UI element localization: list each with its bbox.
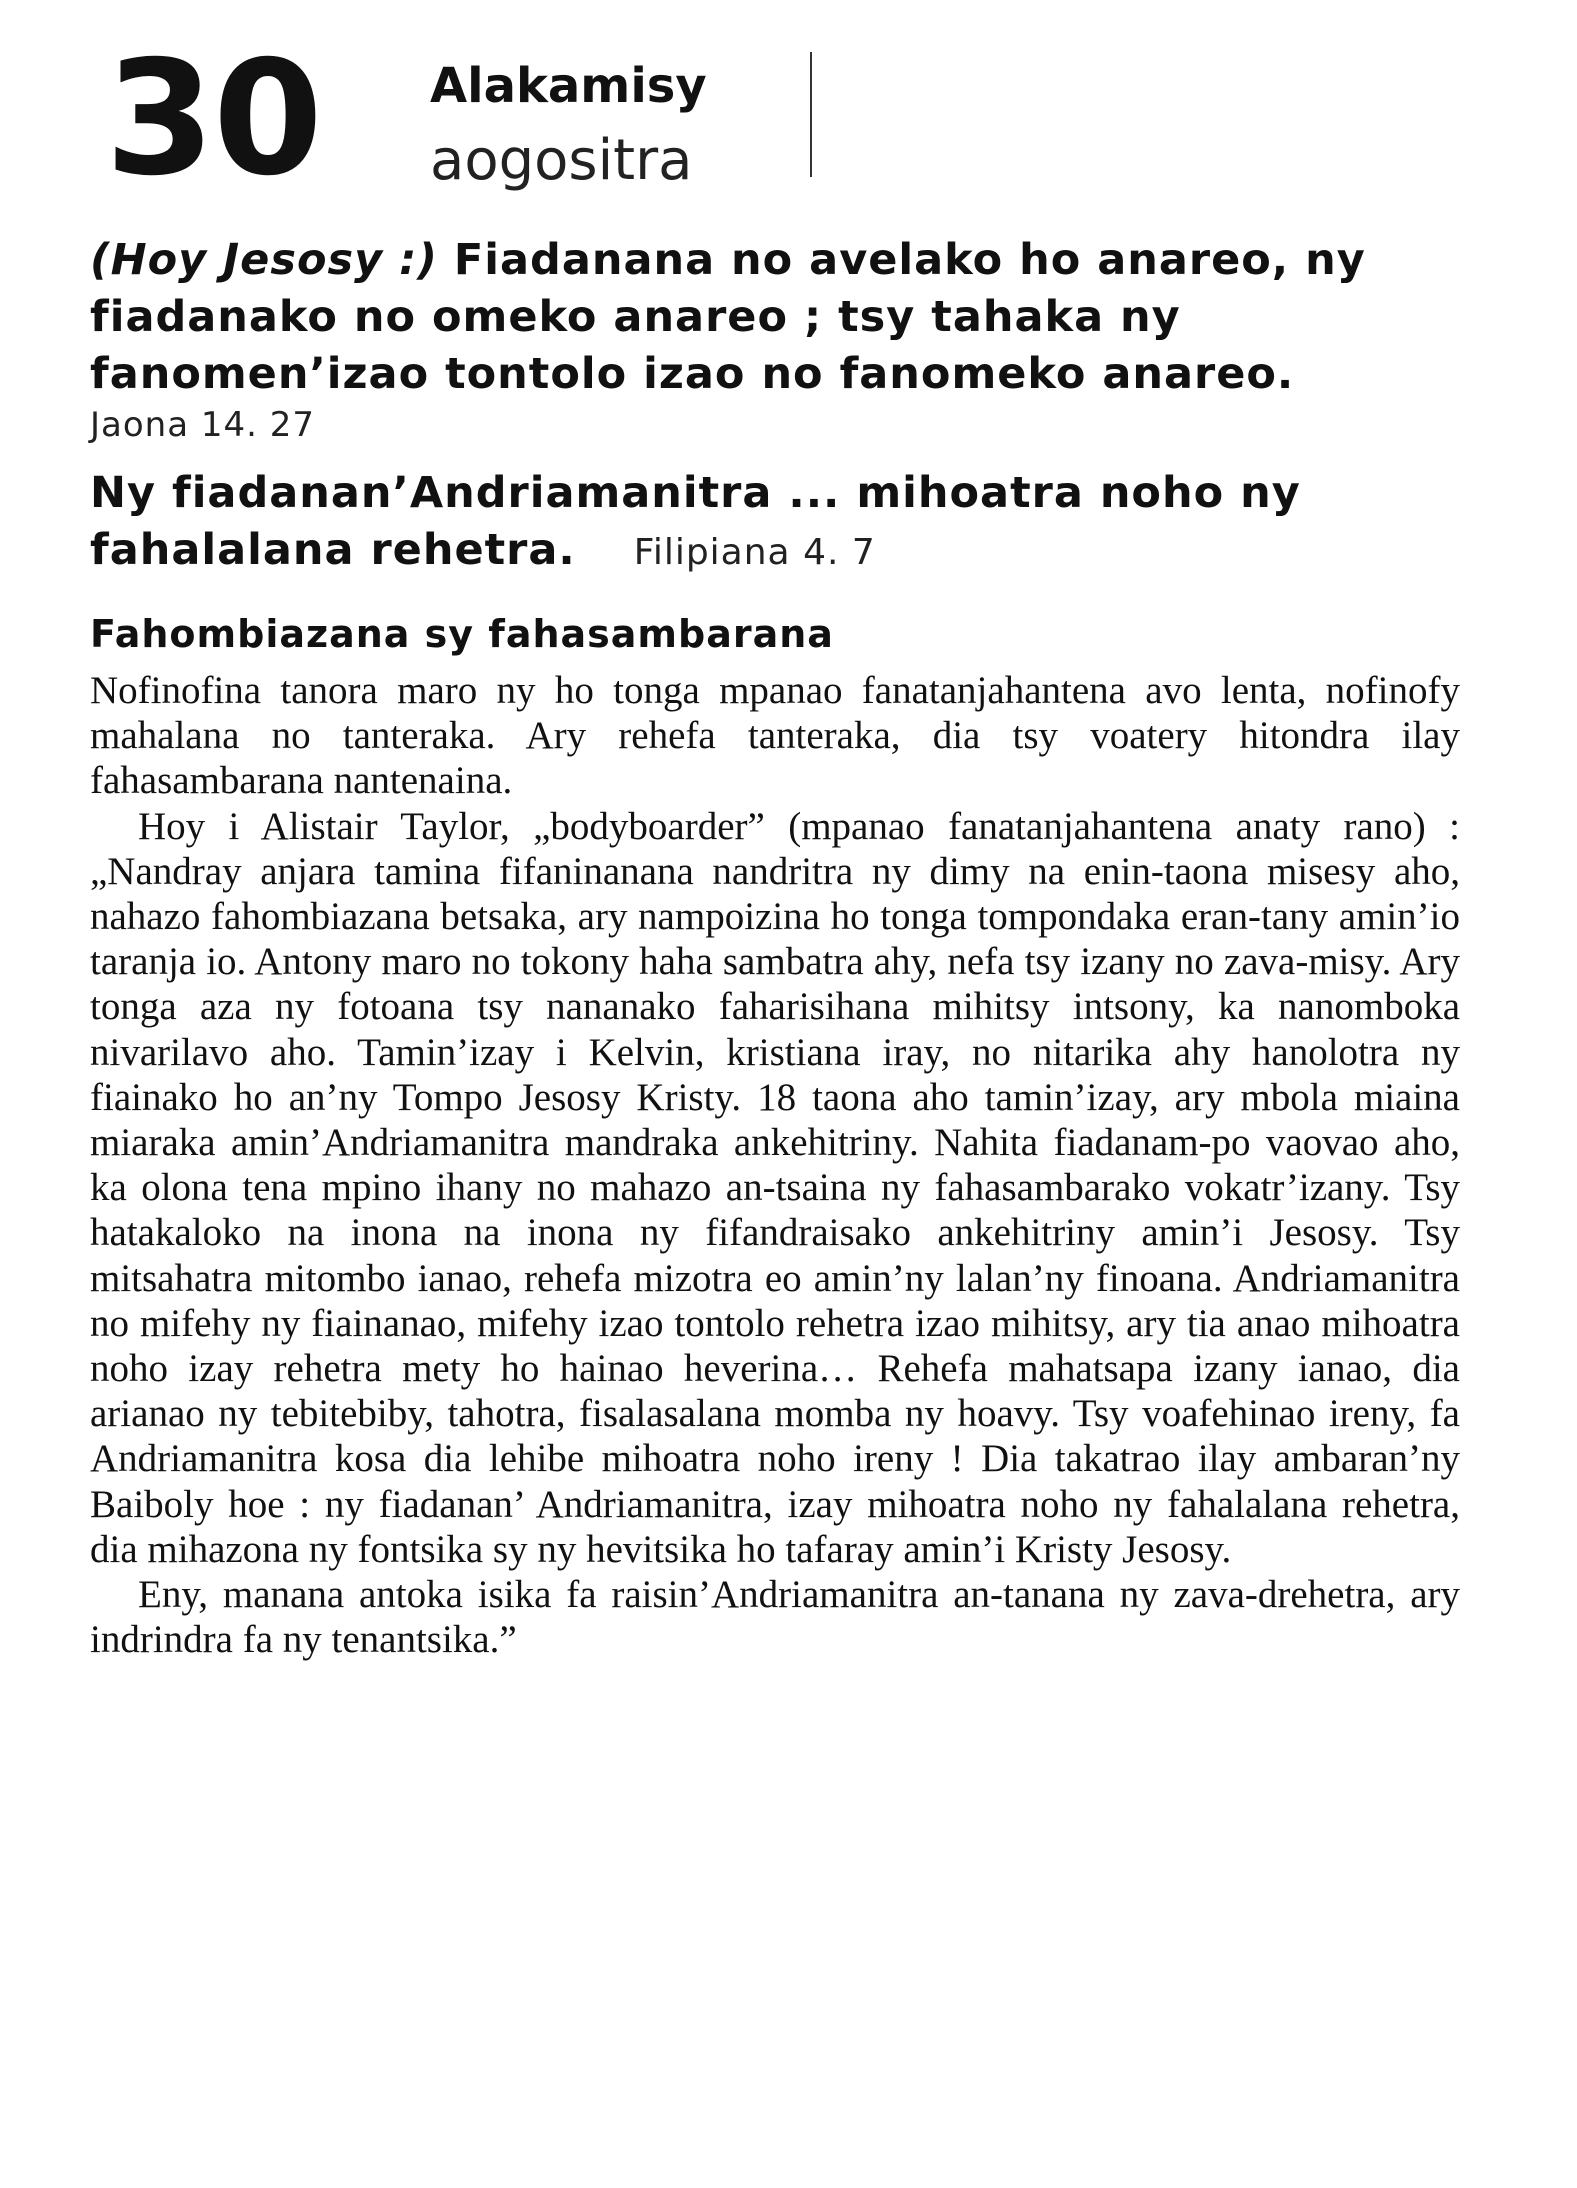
verse-1-reference: Jaona 14. 27 [90,405,315,445]
devotional-paragraph-1: Nofinofina tanora maro ny ho tonga mpanao fanatanjahantena avo lenta, nofinofy mahalana no tanteraka. Ary rehefa tanteraka, dia tsy voatery hitondra ilay fahasambarana nantenaina. [90,669,1460,803]
devotional-title: Fahombiazana sy fahasambarana [90,612,834,656]
devotional-paragraph-2: Hoy i Alistair Taylor, „bodyboarder” (mpanao fanatanjahantena anaty rano) : „Nandray anjara tamina fifaninanana nandritra ny dimy na enin-taona misesy aho, nahazo fahombiazana betsaka, ary nampoizina ho tonga tompondaka eran-tany amin’io taranja io. Antony maro no tokony haha sambatra ahy, nefa tsy izany no zava-misy. Ary tonga aza ny fotoana tsy nananako faharisihana mihitsy intsony, ka nanomboka nivarilavo aho. Tamin’izay i Kelvin, kristiana iray, no nitarika ahy hanolotra ny fiainako ho an’ny Tompo Jesosy Kristy. 18 taona aho tamin’izay, ary mbola miaina miaraka amin’Andriamanitra mandraka ankehitriny. Nahita fiadanam-po vaovao aho, ka olona tena mpino ihany no mahazo an-tsaina ny fahasambarako vokatr’izany. Tsy hatakaloko na inona na inona ny fifandraisako ankehitriny amin’i Jesosy. Tsy mitsahatra mitombo ianao, rehefa mizotra eo amin’ny lalan’ny finoana. Andriamanitra no mifehy ny fiainanao, mifehy izao tontolo rehetra izao mihitsy, ary tia anao mihoatra noho izay rehetra mety ho hainao heverina… Rehefa mahatsapa izany ianao, dia arianao ny tebitebiby, tahotra, fisalasalana momba ny hoavy. Tsy voafehinao ireny, fa Andriamanitra kosa dia lehibe mihoatra noho ireny ! Dia takatrao ilay ambaran’ny Baiboly hoe : ny fiadanan’ Andriamanitra, izay mihoatra noho ny fahalalana rehetra, dia mihazona ny fontsika sy ny hevitsika ho tafaray amin’i Kristy Jesosy. [90,804,1460,1571]
verse-2-body: Ny fiadanan’Andriamanitra ... mihoatra noho ny fahalalana rehetra. [90,468,1301,575]
devotional-paragraph-3: Eny, manana antoka isika fa raisin’Andriamanitra an-tanana ny zava-drehetra, ary indrindra fa ny tenantsika.” [90,1573,1460,1662]
month: aogositra [430,128,693,193]
verse-1-body: Fiadanana no avelako ho anareo, ny fiadanako no omeko anareo ; tsy tahaka ny fanomen’izao tontolo izao no fanomeko anareo. [90,235,1366,399]
day-number: 30 [105,27,321,211]
verse-2 [90,465,1460,579]
devotional-body [90,668,1460,1662]
weekday: Alakamisy [430,58,707,114]
verse-1-speaker: (Hoy Jesosy :) [90,235,438,285]
verse-1-text [90,232,1460,403]
verse-2-text [90,465,1460,579]
verse-1 [90,232,1460,447]
verse-2-reference: Filipiana 4. 7 [633,532,876,573]
header-divider [810,52,812,177]
